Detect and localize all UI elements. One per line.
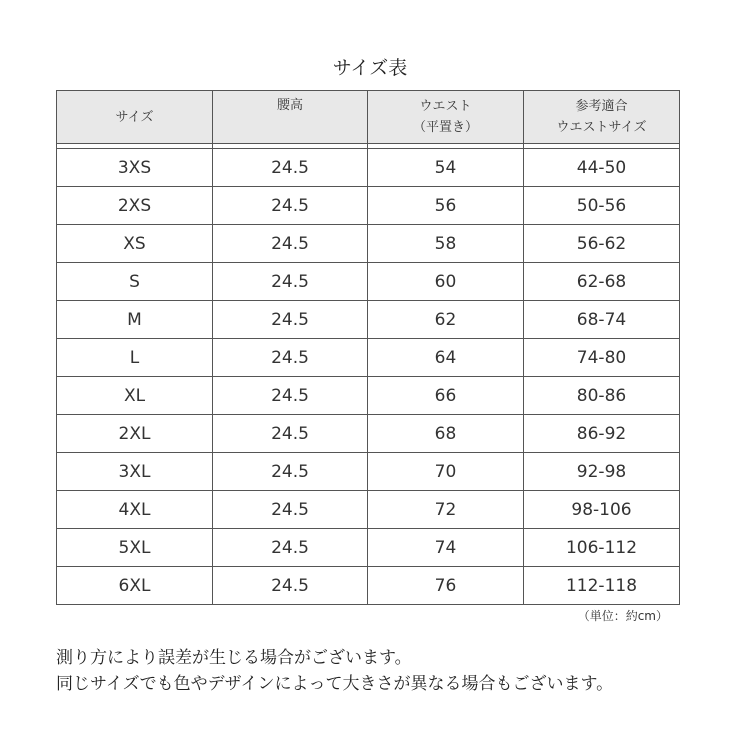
size-cell: 4XL	[57, 491, 213, 529]
hip-height-cell: 24.5	[213, 415, 368, 453]
waist-cell: 70	[368, 453, 524, 491]
waist-cell: 66	[368, 377, 524, 415]
size-cell: XS	[57, 225, 213, 263]
header-reference-waist	[524, 91, 680, 144]
hip-height-cell: 24.5	[213, 529, 368, 567]
waist-cell: 54	[368, 149, 524, 187]
hip-height-cell: 24.5	[213, 491, 368, 529]
reference-waist-cell: 50-56	[524, 187, 680, 225]
hip-height-cell: 24.5	[213, 301, 368, 339]
size-cell: 3XL	[57, 453, 213, 491]
table-row	[57, 339, 680, 377]
waist-cell: 74	[368, 529, 524, 567]
hip-height-cell: 24.5	[213, 453, 368, 491]
waist-cell: 76	[368, 567, 524, 605]
table-row	[57, 263, 680, 301]
size-cell: M	[57, 301, 213, 339]
header-reference-waist-sublabel: ウエストサイズ	[556, 120, 647, 135]
header-waist-label: ウエスト	[419, 99, 472, 114]
size-cell: 6XL	[57, 567, 213, 605]
table-row	[57, 301, 680, 339]
size-cell: 3XS	[57, 149, 213, 187]
table-row	[57, 567, 680, 605]
table-row	[57, 187, 680, 225]
hip-height-cell: 24.5	[213, 225, 368, 263]
waist-cell: 68	[368, 415, 524, 453]
table-body	[57, 144, 680, 605]
table-row	[57, 149, 680, 187]
unit-note: （単位：約cm）	[577, 609, 668, 623]
header-waist-sublabel: （平置き）	[412, 120, 478, 135]
reference-waist-cell: 106-112	[524, 529, 680, 567]
hip-height-cell: 24.5	[213, 567, 368, 605]
hip-height-cell: 24.5	[213, 187, 368, 225]
size-cell: 2XS	[57, 187, 213, 225]
size-table	[56, 90, 680, 605]
reference-waist-cell: 92-98	[524, 453, 680, 491]
size-cell: 5XL	[57, 529, 213, 567]
size-cell: L	[57, 339, 213, 377]
reference-waist-cell: 74-80	[524, 339, 680, 377]
reference-waist-cell: 98-106	[524, 491, 680, 529]
reference-waist-cell: 68-74	[524, 301, 680, 339]
header-reference-waist-label: 参考適合	[575, 99, 628, 114]
reference-waist-cell: 112-118	[524, 567, 680, 605]
header-waist	[368, 91, 524, 144]
header-size	[57, 91, 213, 144]
header-hip-height	[213, 91, 368, 144]
hip-height-cell: 24.5	[213, 377, 368, 415]
table-row	[57, 377, 680, 415]
reference-waist-cell: 56-62	[524, 225, 680, 263]
waist-cell: 64	[368, 339, 524, 377]
reference-waist-cell: 86-92	[524, 415, 680, 453]
waist-cell: 56	[368, 187, 524, 225]
table-row	[57, 415, 680, 453]
waist-cell: 62	[368, 301, 524, 339]
reference-waist-cell: 80-86	[524, 377, 680, 415]
header-size-label: サイズ	[115, 109, 154, 125]
waist-cell: 60	[368, 263, 524, 301]
table-row	[57, 453, 680, 491]
hip-height-cell: 24.5	[213, 149, 368, 187]
table-row	[57, 225, 680, 263]
reference-waist-cell: 44-50	[524, 149, 680, 187]
reference-waist-cell: 62-68	[524, 263, 680, 301]
page-title: サイズ表	[332, 57, 408, 79]
waist-cell: 58	[368, 225, 524, 263]
table-row	[57, 491, 680, 529]
header-hip-height-label: 腰高	[276, 98, 303, 113]
size-cell: S	[57, 263, 213, 301]
size-cell: 2XL	[57, 415, 213, 453]
table-header-row	[57, 91, 680, 144]
hip-height-cell: 24.5	[213, 263, 368, 301]
waist-cell: 72	[368, 491, 524, 529]
note-line: 測り方により誤差が生じる場合がございます。	[56, 648, 412, 668]
note-line: 同じサイズでも色やデザインによって大きさが異なる場合もございます。	[56, 674, 614, 694]
size-cell: XL	[57, 377, 213, 415]
hip-height-cell: 24.5	[213, 339, 368, 377]
table-row	[57, 529, 680, 567]
notes	[56, 645, 613, 697]
